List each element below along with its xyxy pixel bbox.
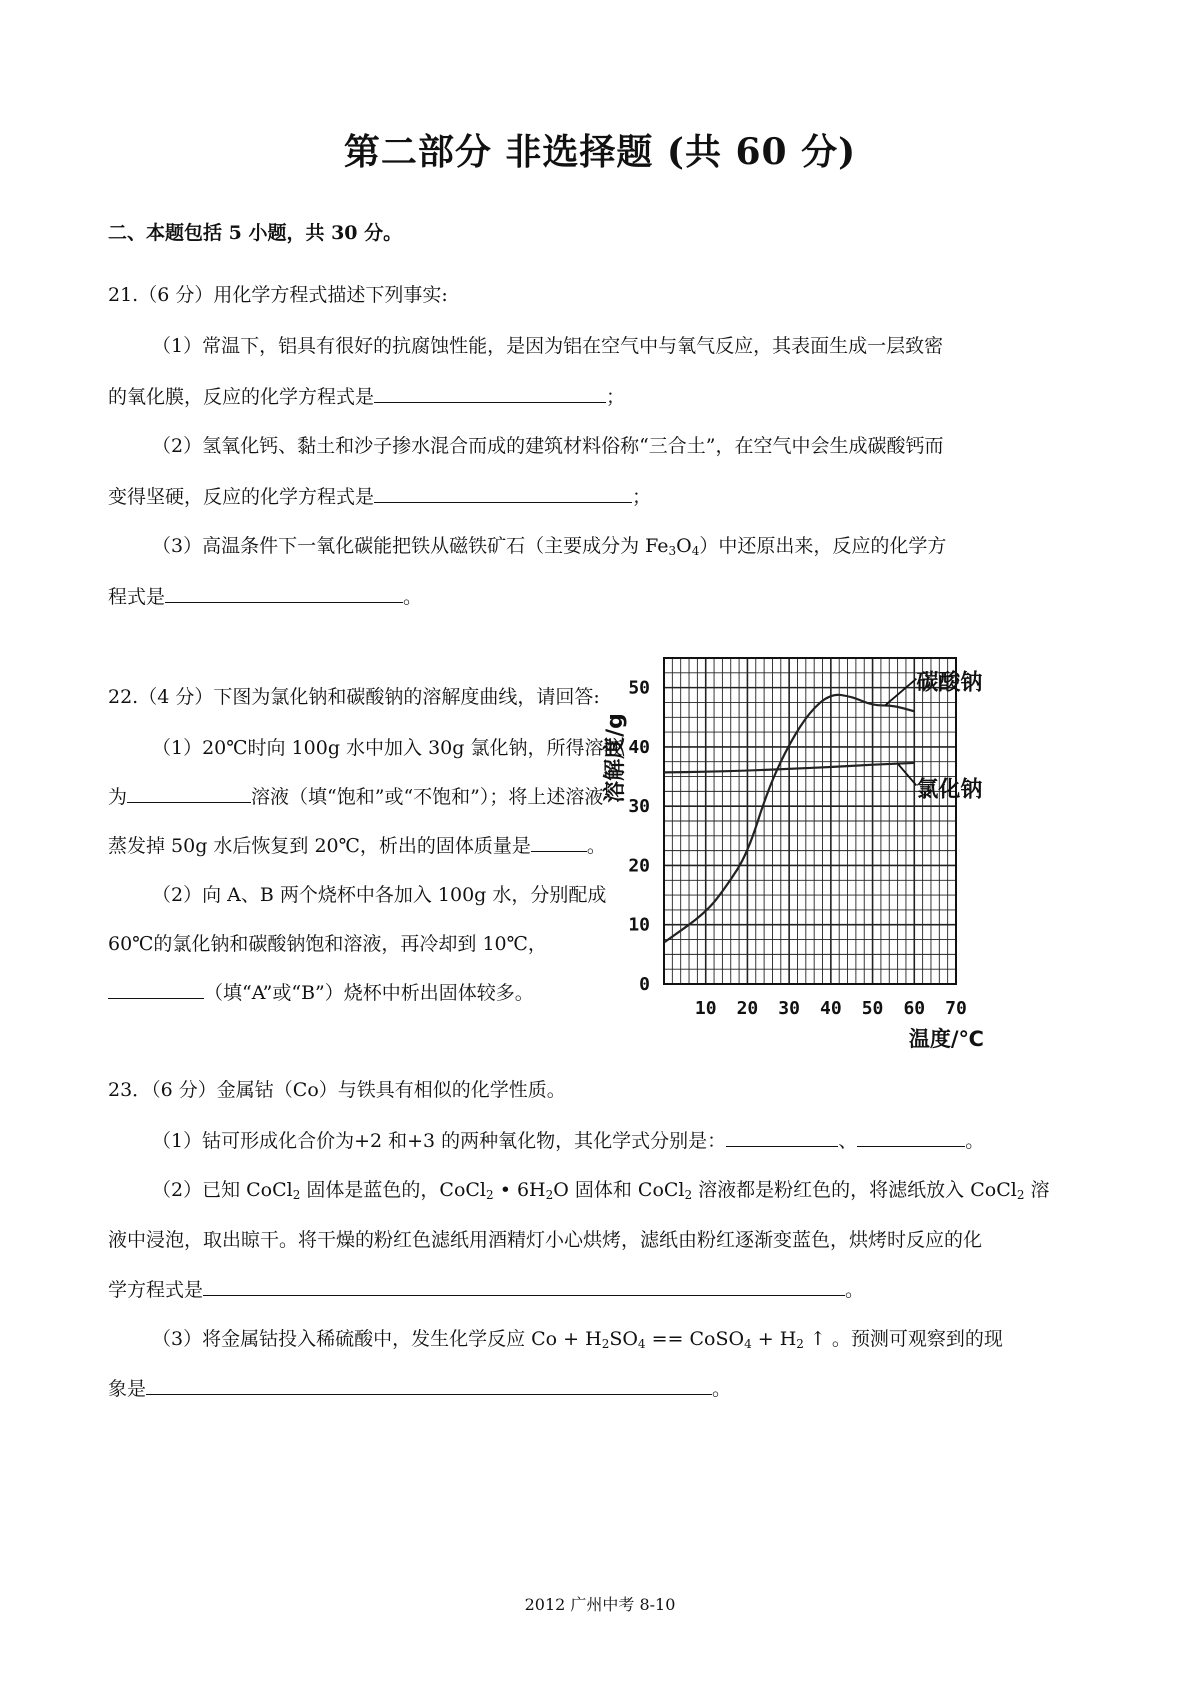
q23-part3-text-f: 象是 (108, 1378, 147, 1400)
y-tick-label: 10 (628, 914, 650, 936)
x-tick-label: 20 (736, 998, 759, 1019)
q23-part3-text-b: SO (609, 1328, 638, 1350)
q21-part3-line1 (152, 531, 946, 558)
subscript: 2 (601, 1337, 610, 1351)
x-axis-label: 温度/℃ (908, 1027, 984, 1051)
q23-part2-line3 (108, 1275, 864, 1302)
q23-part2-text-a: （2）已知 CoCl (152, 1179, 293, 1201)
q21-part1-line1: （1）常温下，铝具有很好的抗腐蚀性能，是因为铝在空气中与氧气反应，其表面生成一层致密 (152, 335, 944, 357)
subscript: 2 (292, 1188, 301, 1202)
q21-part1-line2 (108, 382, 625, 409)
x-tick-label: 50 (861, 998, 884, 1019)
section-heading: 二、本题包括 5 小题，共 30 分。 (108, 222, 403, 244)
q23-part3-text-a: （3）将金属钴投入稀硫酸中，发生化学反应 Co + H (152, 1328, 602, 1350)
q23-answer-blank-1[interactable] (726, 1126, 838, 1147)
series-leader-1 (885, 679, 916, 706)
x-tick-label: 60 (903, 998, 926, 1019)
q23-part1-end: 。 (965, 1130, 985, 1152)
q23-part1-sep: 、 (838, 1130, 858, 1152)
y-tick-label: 0 (639, 974, 650, 995)
x-tick-label: 70 (945, 998, 967, 1019)
q23-answer-blank-4[interactable] (146, 1374, 712, 1395)
q21-part3-line2 (108, 582, 422, 609)
q21-part3-text-a: （3）高温条件下一氧化碳能把铁从磁铁矿石（主要成分为 Fe (152, 535, 669, 557)
subscript: 2 (486, 1188, 494, 1202)
q21-part2-line2 (108, 482, 651, 509)
q21-part1-end: ； (606, 386, 626, 408)
q21-part1-text: 的氧化膜，反应的化学方程式是 (108, 386, 375, 408)
q23-part3-text-c: == CoSO (645, 1328, 745, 1350)
y-axis-label: 溶解度/g (603, 713, 628, 803)
x-tick-label: 40 (820, 998, 842, 1019)
q21-part2-end: ； (632, 486, 652, 508)
q21-heading: 21.（6 分）用化学方程式描述下列事实: (108, 284, 448, 306)
page-title: 第二部分 非选择题 (共 60 分) (343, 131, 857, 173)
subscript: 4 (691, 544, 700, 558)
y-tick-label: 20 (628, 855, 650, 877)
q22-part2-line3 (108, 978, 534, 1005)
y-tick-label: 40 (628, 736, 650, 758)
q23-part3-line2 (108, 1374, 731, 1401)
q23-part2-text-c: • 6H (493, 1179, 546, 1201)
q22-part1-line1: （1）20℃时向 100g 水中加入 30g 氯化钠，所得溶液 (152, 737, 623, 759)
q23-part2-text-d: O 固体和 CoCl (553, 1179, 685, 1201)
x-tick-label: 10 (694, 998, 717, 1019)
q21-part3-text: 程式是 (108, 586, 166, 608)
q21-part3-end: 。 (403, 586, 423, 608)
q23-part2-line1 (152, 1175, 1050, 1202)
subscript: 2 (545, 1188, 554, 1202)
q22-part1-line2 (108, 782, 603, 809)
page-footer: 2012 广州中考 8-10 (524, 1595, 676, 1614)
q22-part2-line1: （2）向 A、B 两个烧杯中各加入 100g 水，分别配成 (152, 884, 607, 906)
subscript: 2 (684, 1188, 693, 1202)
q23-part1-text: （1）钴可形成化合价为+2 和+3 的两种氧化物，其化学式分别是： (152, 1130, 727, 1152)
q21-part2-line1: （2）氢氧化钙、黏土和沙子掺水混合而成的建筑材料俗称“三合土”，在空气中会生成碳酸钙而 (152, 435, 944, 457)
q22-part1-text-c: 蒸发掉 50g 水后恢复到 20℃，析出的固体质量是 (108, 835, 531, 857)
q23-part2-text-g: 学方程式是 (108, 1279, 204, 1301)
q22-part2-line2: 60℃的氯化钠和碳酸钠饱和溶液，再冷却到 10℃， (108, 933, 547, 955)
q22-answer-blank-2[interactable] (531, 831, 587, 852)
subscript: 3 (668, 544, 677, 558)
q21-part3-text-b: O (676, 535, 692, 557)
q22-answer-blank-3[interactable] (108, 978, 204, 999)
subscript: 4 (744, 1337, 752, 1351)
q21-part2-text: 变得坚硬，反应的化学方程式是 (108, 486, 375, 508)
q23-answer-blank-2[interactable] (857, 1126, 965, 1147)
q21-part3-text-c: ）中还原出来，反应的化学方 (699, 535, 947, 557)
chart-grid (664, 658, 956, 984)
q21-answer-blank-3[interactable] (165, 582, 403, 603)
q23-part3-text-d: + H (751, 1328, 797, 1350)
q22-part2-text: （填“A”或“B”）烧杯中析出固体较多。 (204, 982, 534, 1004)
q21-answer-blank-1[interactable] (374, 382, 606, 403)
q22-part1-line3 (108, 831, 606, 858)
q23-part2-line2: 液中浸泡，取出晾干。将干燥的粉红色滤纸用酒精灯小心烘烤，滤纸由粉红逐渐变蓝色，烘烤时反应的化 (108, 1229, 983, 1251)
q22-part1-text-a: 为 (108, 786, 128, 808)
q23-part2-end: 。 (845, 1279, 865, 1301)
q22-part1-end: 。 (586, 835, 606, 857)
y-tick-label: 30 (628, 796, 650, 818)
y-tick-label: 50 (628, 677, 650, 699)
q23-part1-line (152, 1126, 984, 1153)
q23-part3-end: 。 (712, 1378, 732, 1400)
q22-answer-blank-1[interactable] (127, 782, 251, 803)
q23-heading: 23．（6 分）金属钴（Co）与铁具有相似的化学性质。 (108, 1079, 566, 1101)
subscript: 2 (796, 1337, 804, 1351)
solubility-chart (600, 650, 1010, 1060)
chart-labels (602, 670, 984, 1051)
q23-part2-text-f: 溶 (1024, 1179, 1050, 1201)
series-label-1: 碳酸钠 (916, 670, 983, 696)
q23-part2-text-b: 固体是蓝色的，CoCl (300, 1179, 487, 1201)
q23-part2-text-e: 溶液都是粉红色的，将滤纸放入 CoCl (692, 1179, 1017, 1201)
q21-answer-blank-2[interactable] (374, 482, 632, 503)
q23-part3-text-e: ↑ 。预测可观察到的现 (803, 1328, 1003, 1350)
q22-part1-text-b: 溶液（填“饱和”或“不饱和”）；将上述溶液 (251, 786, 604, 808)
q22-heading: 22.（4 分）下图为氯化钠和碳酸钠的溶解度曲线，请回答: (108, 686, 600, 708)
subscript: 4 (637, 1337, 646, 1351)
q23-answer-blank-3[interactable] (203, 1275, 845, 1296)
series-label-2: 氯化钠 (916, 777, 983, 803)
x-tick-label: 30 (778, 998, 800, 1019)
subscript: 2 (1016, 1188, 1025, 1202)
q23-part3-line1 (152, 1324, 1003, 1351)
